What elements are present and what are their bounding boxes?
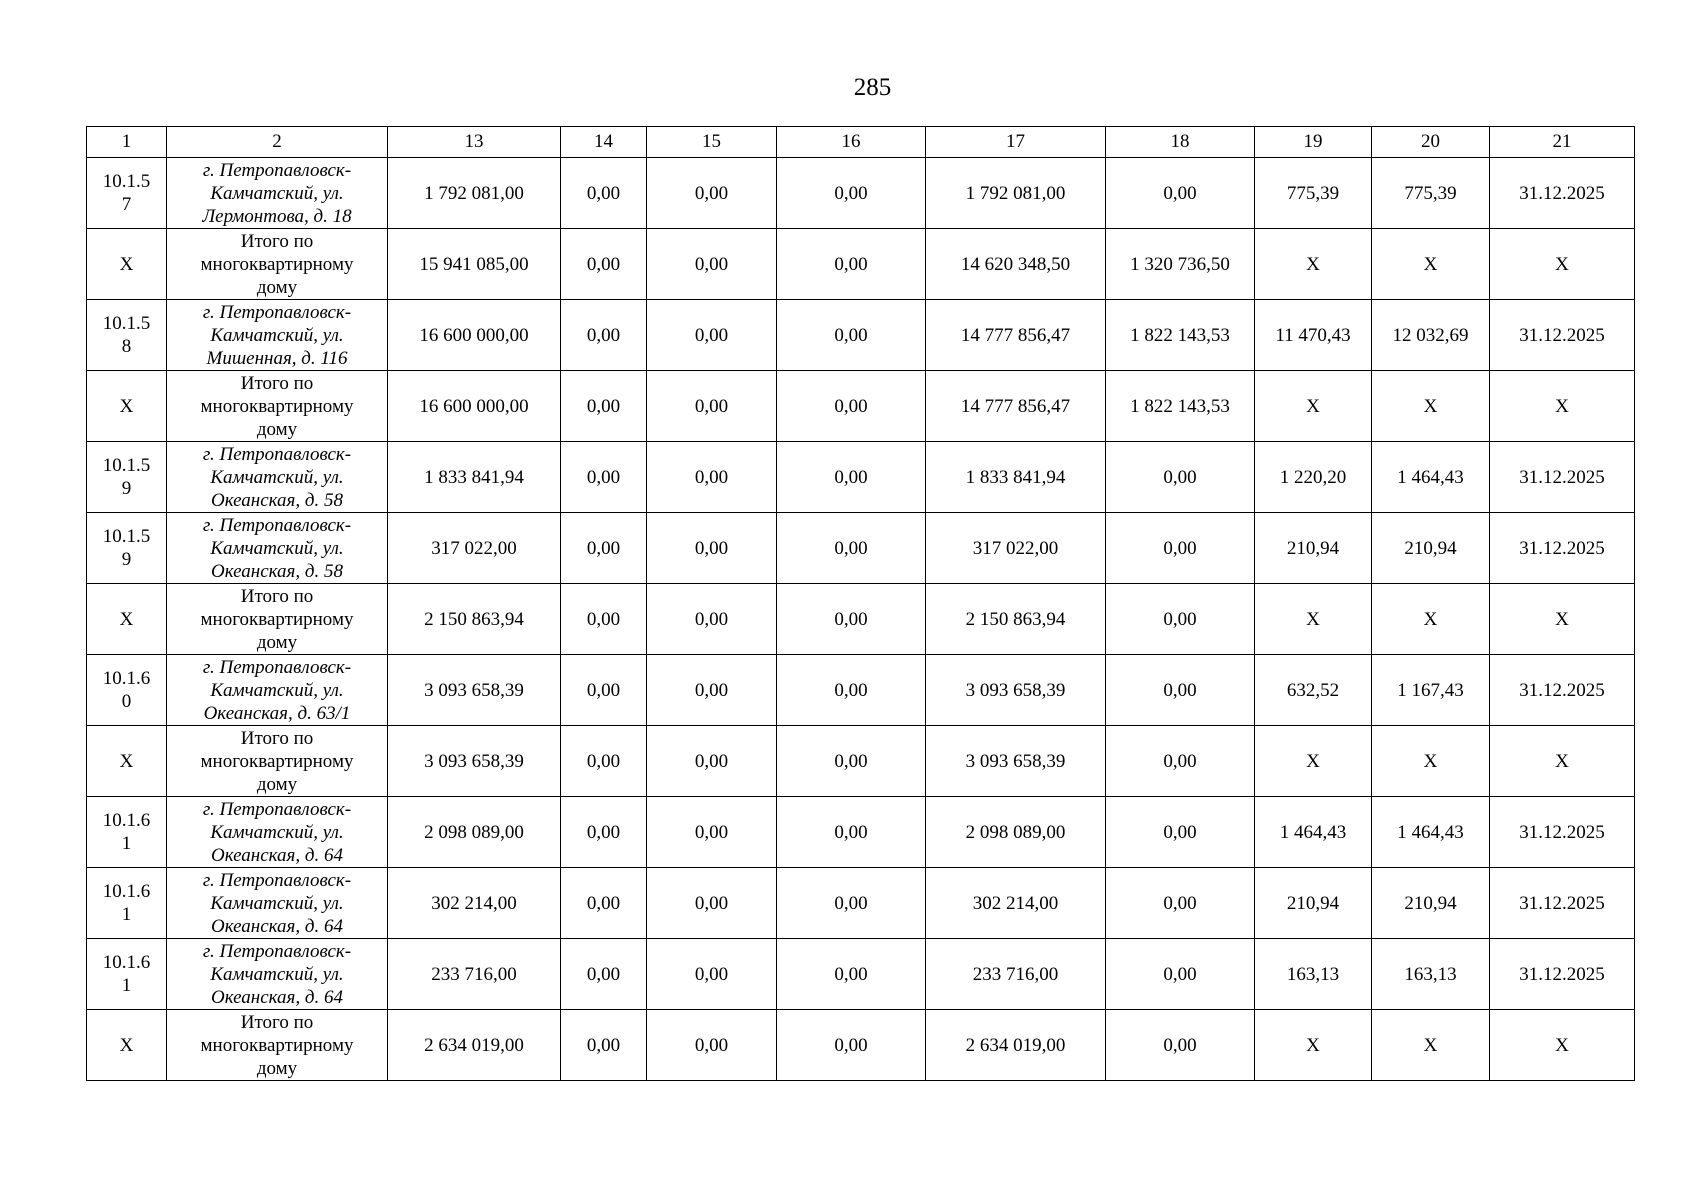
page-number: 285	[853, 74, 892, 101]
table-row	[87, 797, 1635, 868]
col-13-cell: 16 600 000,00	[388, 371, 561, 442]
col-19-cell: 163,13	[1255, 939, 1372, 1010]
col-15-cell: 0,00	[647, 939, 777, 1010]
col-15-cell: 0,00	[647, 584, 777, 655]
col-20-cell: 1 464,43	[1372, 797, 1490, 868]
col-18-cell: 0,00	[1106, 584, 1255, 655]
col-19-cell: 11 470,43	[1255, 300, 1372, 371]
col-16-cell: 0,00	[777, 655, 926, 726]
total-row	[87, 1010, 1635, 1081]
object-name-cell: Итого по многоквартирному дому	[167, 229, 388, 300]
col-19-cell: X	[1255, 726, 1372, 797]
col-21-cell: X	[1490, 726, 1635, 797]
object-name-cell: Итого по многоквартирному дому	[167, 726, 388, 797]
col-19-cell: X	[1255, 229, 1372, 300]
total-row	[87, 371, 1635, 442]
col-15-cell: 0,00	[647, 1010, 777, 1081]
col-14-cell: 0,00	[561, 229, 647, 300]
object-name-cell: г. Петропавловск- Камчатский, ул. Лермонтова, д. 18	[167, 158, 388, 229]
col-17-cell: 14 777 856,47	[926, 300, 1106, 371]
header-cell: 18	[1106, 127, 1255, 158]
row-number-cell: 10.1.5 7	[87, 158, 167, 229]
col-17-cell: 14 620 348,50	[926, 229, 1106, 300]
header-cell: 16	[777, 127, 926, 158]
col-20-cell: 163,13	[1372, 939, 1490, 1010]
col-21-cell: X	[1490, 1010, 1635, 1081]
object-name-cell: г. Петропавловск- Камчатский, ул. Океанская, д. 58	[167, 442, 388, 513]
col-13-cell: 233 716,00	[388, 939, 561, 1010]
header-cell: 2	[167, 127, 388, 158]
total-row	[87, 726, 1635, 797]
col-20-cell: X	[1372, 584, 1490, 655]
col-13-cell: 2 150 863,94	[388, 584, 561, 655]
total-row	[87, 584, 1635, 655]
col-17-cell: 233 716,00	[926, 939, 1106, 1010]
header-cell: 20	[1372, 127, 1490, 158]
col-16-cell: 0,00	[777, 442, 926, 513]
row-number-cell: 10.1.6 1	[87, 797, 167, 868]
col-18-cell: 0,00	[1106, 1010, 1255, 1081]
col-15-cell: 0,00	[647, 726, 777, 797]
col-13-cell: 317 022,00	[388, 513, 561, 584]
table-row	[87, 513, 1635, 584]
col-13-cell: 2 098 089,00	[388, 797, 561, 868]
col-14-cell: 0,00	[561, 300, 647, 371]
col-13-cell: 3 093 658,39	[388, 726, 561, 797]
col-18-cell: 0,00	[1106, 797, 1255, 868]
col-18-cell: 0,00	[1106, 513, 1255, 584]
col-15-cell: 0,00	[647, 655, 777, 726]
col-17-cell: 302 214,00	[926, 868, 1106, 939]
header-cell: 13	[388, 127, 561, 158]
col-21-cell: X	[1490, 584, 1635, 655]
col-14-cell: 0,00	[561, 797, 647, 868]
col-19-cell: X	[1255, 371, 1372, 442]
col-19-cell: 1 220,20	[1255, 442, 1372, 513]
table-row	[87, 158, 1635, 229]
col-16-cell: 0,00	[777, 300, 926, 371]
row-number-cell: X	[87, 1010, 167, 1081]
col-19-cell: X	[1255, 584, 1372, 655]
col-18-cell: 0,00	[1106, 442, 1255, 513]
total-row	[87, 229, 1635, 300]
col-20-cell: 210,94	[1372, 513, 1490, 584]
col-21-cell: 31.12.2025	[1490, 442, 1635, 513]
col-16-cell: 0,00	[777, 726, 926, 797]
col-15-cell: 0,00	[647, 868, 777, 939]
col-16-cell: 0,00	[777, 1010, 926, 1081]
col-20-cell: X	[1372, 726, 1490, 797]
col-14-cell: 0,00	[561, 584, 647, 655]
col-16-cell: 0,00	[777, 797, 926, 868]
object-name-cell: г. Петропавловск- Камчатский, ул. Океанская, д. 64	[167, 939, 388, 1010]
col-16-cell: 0,00	[777, 158, 926, 229]
col-16-cell: 0,00	[777, 584, 926, 655]
header-cell: 1	[87, 127, 167, 158]
col-18-cell: 0,00	[1106, 726, 1255, 797]
col-21-cell: 31.12.2025	[1490, 868, 1635, 939]
col-21-cell: 31.12.2025	[1490, 513, 1635, 584]
col-16-cell: 0,00	[777, 513, 926, 584]
col-14-cell: 0,00	[561, 158, 647, 229]
col-21-cell: 31.12.2025	[1490, 300, 1635, 371]
col-15-cell: 0,00	[647, 513, 777, 584]
col-20-cell: 775,39	[1372, 158, 1490, 229]
col-13-cell: 16 600 000,00	[388, 300, 561, 371]
col-13-cell: 1 833 841,94	[388, 442, 561, 513]
col-17-cell: 2 098 089,00	[926, 797, 1106, 868]
col-19-cell: 1 464,43	[1255, 797, 1372, 868]
row-number-cell: X	[87, 229, 167, 300]
col-14-cell: 0,00	[561, 939, 647, 1010]
col-15-cell: 0,00	[647, 158, 777, 229]
header-cell: 15	[647, 127, 777, 158]
col-20-cell: 210,94	[1372, 868, 1490, 939]
col-21-cell: 31.12.2025	[1490, 939, 1635, 1010]
col-13-cell: 302 214,00	[388, 868, 561, 939]
col-16-cell: 0,00	[777, 939, 926, 1010]
col-17-cell: 317 022,00	[926, 513, 1106, 584]
col-17-cell: 2 634 019,00	[926, 1010, 1106, 1081]
col-15-cell: 0,00	[647, 371, 777, 442]
header-cell: 14	[561, 127, 647, 158]
object-name-cell: г. Петропавловск- Камчатский, ул. Океанская, д. 64	[167, 797, 388, 868]
col-13-cell: 1 792 081,00	[388, 158, 561, 229]
row-number-cell: 10.1.5 9	[87, 442, 167, 513]
object-name-cell: Итого по многоквартирному дому	[167, 371, 388, 442]
col-14-cell: 0,00	[561, 371, 647, 442]
row-number-cell: 10.1.6 0	[87, 655, 167, 726]
row-number-cell: X	[87, 726, 167, 797]
col-15-cell: 0,00	[647, 442, 777, 513]
row-number-cell: 10.1.6 1	[87, 939, 167, 1010]
col-14-cell: 0,00	[561, 726, 647, 797]
col-13-cell: 2 634 019,00	[388, 1010, 561, 1081]
table-row	[87, 655, 1635, 726]
row-number-cell: 10.1.6 1	[87, 868, 167, 939]
table-row	[87, 442, 1635, 513]
col-20-cell: 12 032,69	[1372, 300, 1490, 371]
col-21-cell: 31.12.2025	[1490, 158, 1635, 229]
header-cell: 21	[1490, 127, 1635, 158]
col-21-cell: 31.12.2025	[1490, 655, 1635, 726]
col-20-cell: X	[1372, 229, 1490, 300]
col-18-cell: 0,00	[1106, 939, 1255, 1010]
data-table	[86, 126, 1635, 1081]
object-name-cell: г. Петропавловск- Камчатский, ул. Океанская, д. 64	[167, 868, 388, 939]
col-16-cell: 0,00	[777, 868, 926, 939]
col-17-cell: 3 093 658,39	[926, 726, 1106, 797]
col-15-cell: 0,00	[647, 229, 777, 300]
col-14-cell: 0,00	[561, 442, 647, 513]
col-19-cell: 210,94	[1255, 513, 1372, 584]
row-number-cell: 10.1.5 9	[87, 513, 167, 584]
col-14-cell: 0,00	[561, 513, 647, 584]
col-20-cell: 1 167,43	[1372, 655, 1490, 726]
col-14-cell: 0,00	[561, 655, 647, 726]
object-name-cell: Итого по многоквартирному дому	[167, 584, 388, 655]
row-number-cell: 10.1.5 8	[87, 300, 167, 371]
col-21-cell: X	[1490, 371, 1635, 442]
col-20-cell: X	[1372, 371, 1490, 442]
row-number-cell: X	[87, 584, 167, 655]
object-name-cell: г. Петропавловск- Камчатский, ул. Океанская, д. 58	[167, 513, 388, 584]
header-cell: 17	[926, 127, 1106, 158]
table-row	[87, 300, 1635, 371]
object-name-cell: Итого по многоквартирному дому	[167, 1010, 388, 1081]
object-name-cell: г. Петропавловск- Камчатский, ул. Океанская, д. 63/1	[167, 655, 388, 726]
col-18-cell: 0,00	[1106, 655, 1255, 726]
col-17-cell: 14 777 856,47	[926, 371, 1106, 442]
col-21-cell: 31.12.2025	[1490, 797, 1635, 868]
col-19-cell: 775,39	[1255, 158, 1372, 229]
col-17-cell: 2 150 863,94	[926, 584, 1106, 655]
col-17-cell: 1 833 841,94	[926, 442, 1106, 513]
header-cell: 19	[1255, 127, 1372, 158]
col-19-cell: 210,94	[1255, 868, 1372, 939]
header-row	[87, 127, 1635, 158]
col-20-cell: 1 464,43	[1372, 442, 1490, 513]
col-21-cell: X	[1490, 229, 1635, 300]
col-18-cell: 1 822 143,53	[1106, 300, 1255, 371]
table-row	[87, 868, 1635, 939]
col-14-cell: 0,00	[561, 1010, 647, 1081]
col-18-cell: 1 822 143,53	[1106, 371, 1255, 442]
col-13-cell: 15 941 085,00	[388, 229, 561, 300]
object-name-cell: г. Петропавловск- Камчатский, ул. Мишенная, д. 116	[167, 300, 388, 371]
col-19-cell: X	[1255, 1010, 1372, 1081]
col-16-cell: 0,00	[777, 229, 926, 300]
col-17-cell: 1 792 081,00	[926, 158, 1106, 229]
table-row	[87, 939, 1635, 1010]
col-19-cell: 632,52	[1255, 655, 1372, 726]
col-20-cell: X	[1372, 1010, 1490, 1081]
col-18-cell: 0,00	[1106, 868, 1255, 939]
col-18-cell: 0,00	[1106, 158, 1255, 229]
col-17-cell: 3 093 658,39	[926, 655, 1106, 726]
col-16-cell: 0,00	[777, 371, 926, 442]
col-14-cell: 0,00	[561, 868, 647, 939]
col-15-cell: 0,00	[647, 300, 777, 371]
col-15-cell: 0,00	[647, 797, 777, 868]
col-18-cell: 1 320 736,50	[1106, 229, 1255, 300]
row-number-cell: X	[87, 371, 167, 442]
col-13-cell: 3 093 658,39	[388, 655, 561, 726]
